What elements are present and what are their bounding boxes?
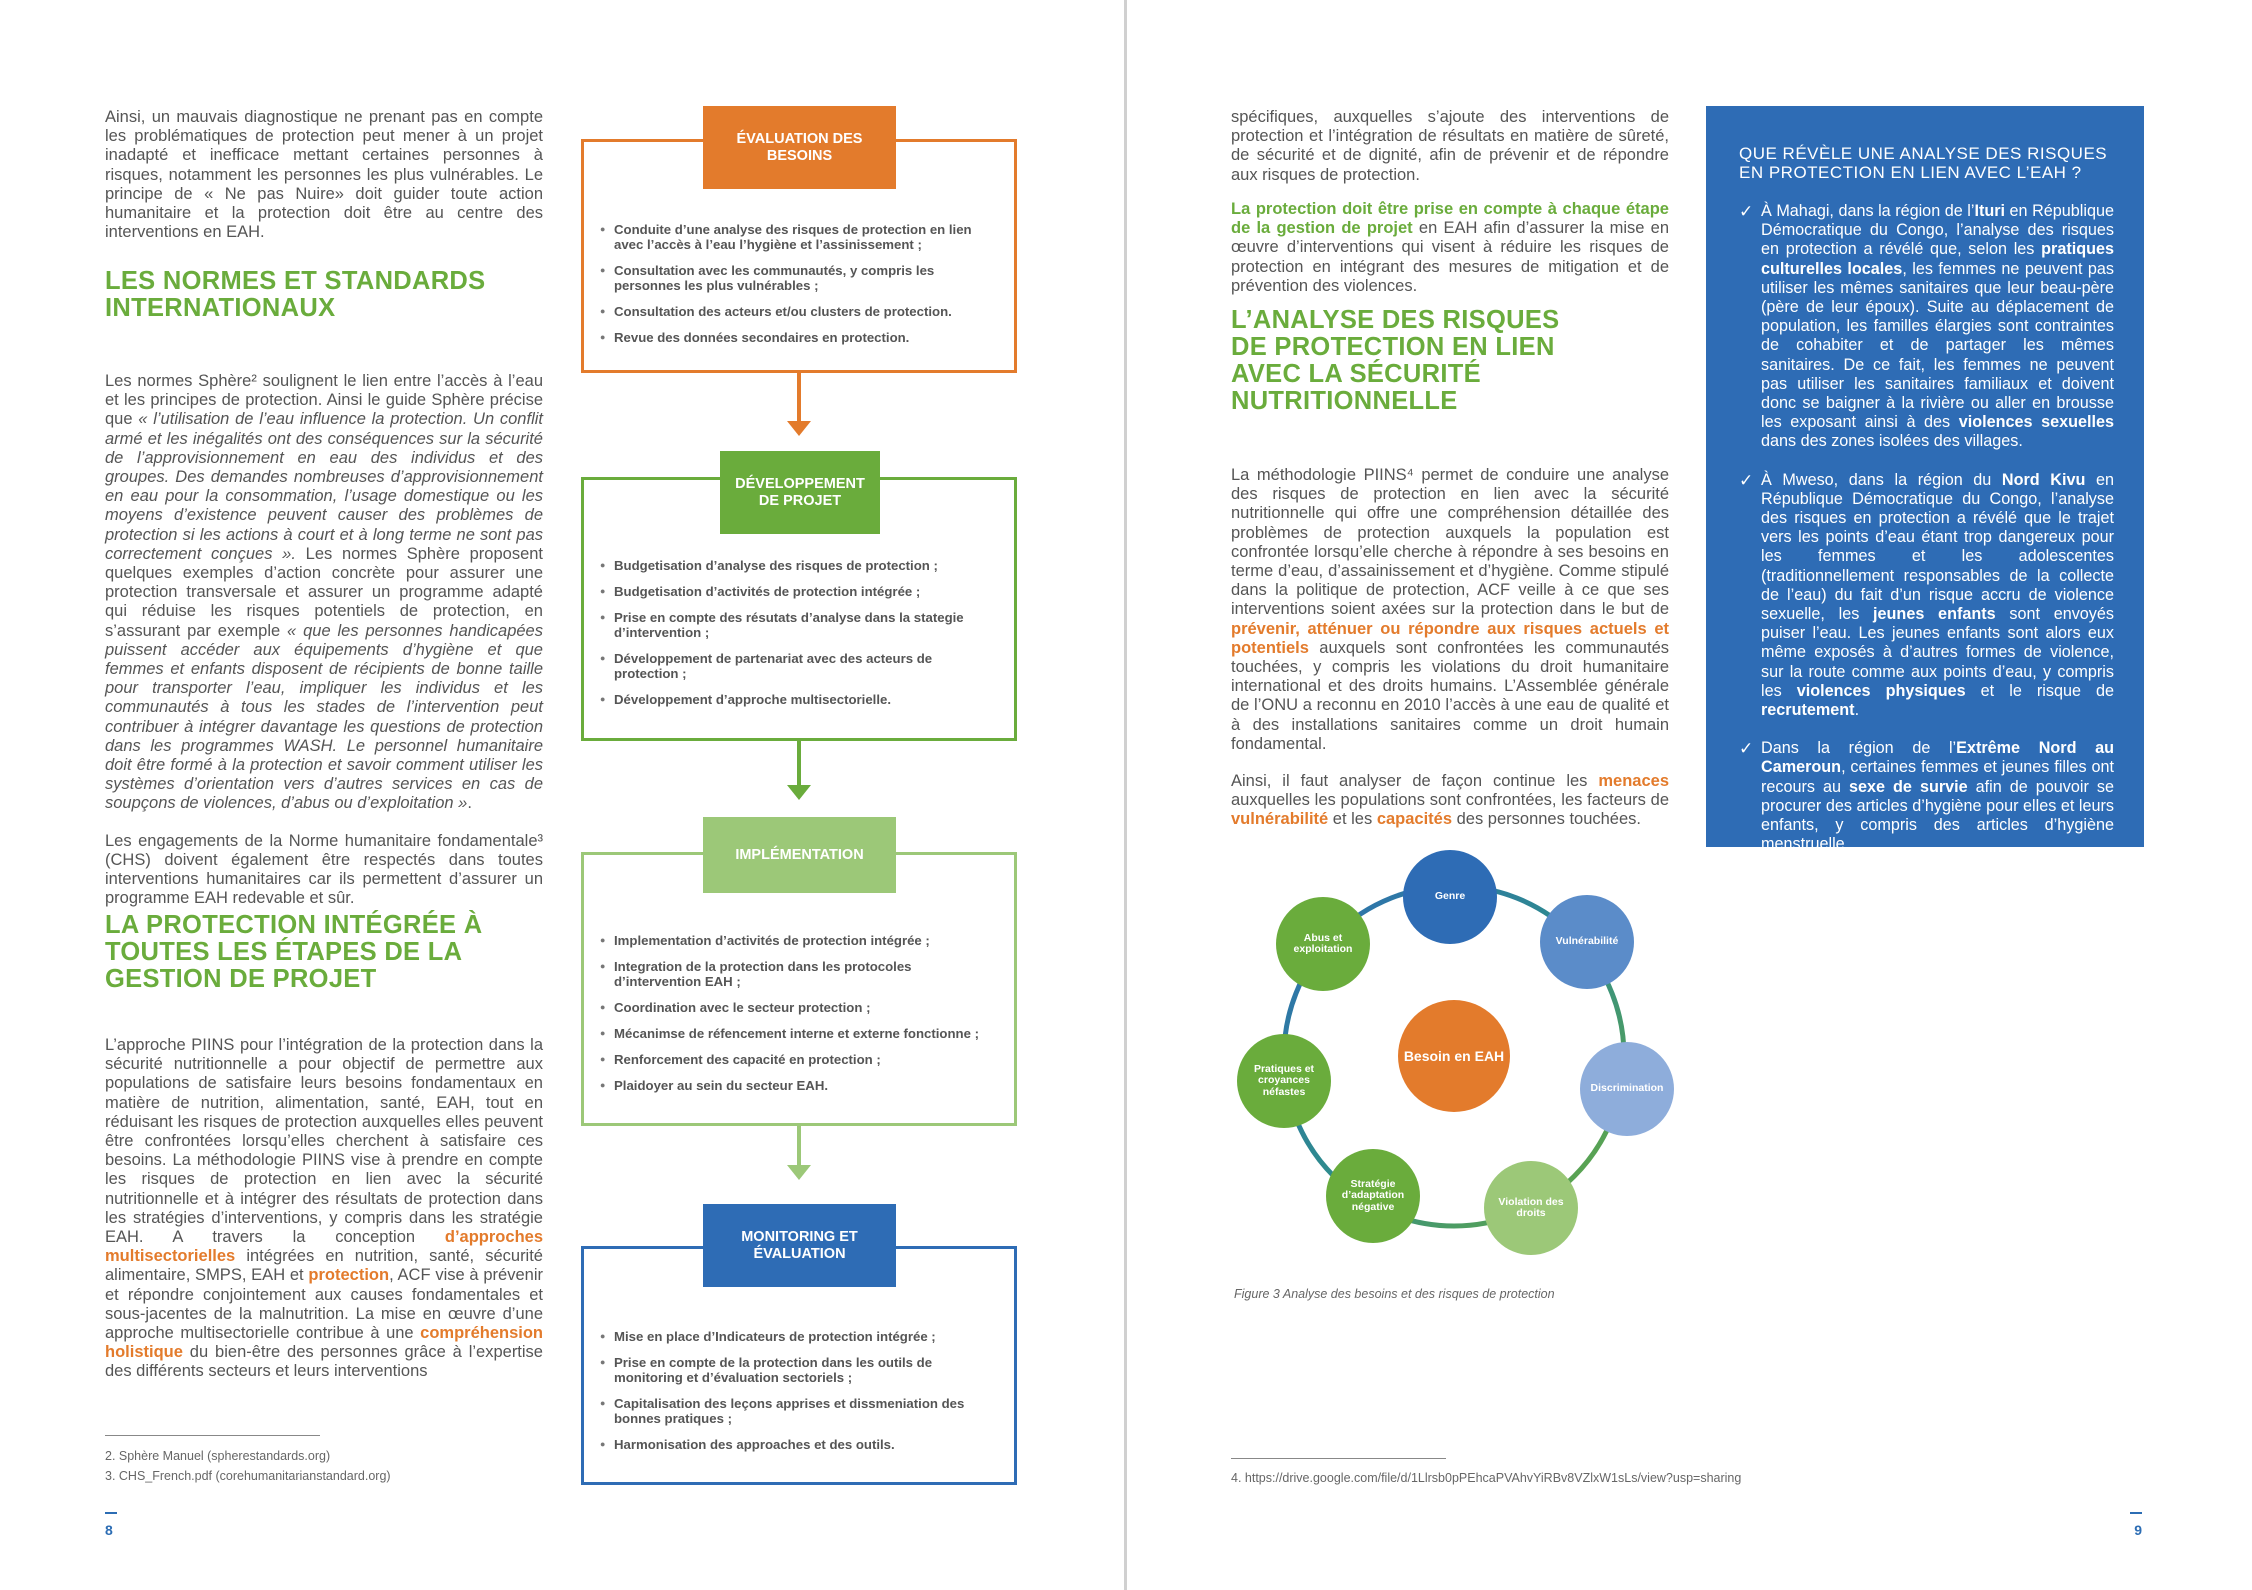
case-text: Dans la région de l’ [1761, 739, 1957, 758]
case-bold: Nord Kivu [2001, 470, 2086, 489]
stage-item: ● Consultation des acteurs et/ou clusters de protection. [600, 304, 990, 319]
chs-paragraph: Les engagements de la Norme humanitaire fondamentale³ (CHS) doivent également être respectés dans toutes interventions humanitaires car ils permettent d’assurer un programme EAH redevable et sûr. [105, 831, 543, 908]
stage-title-development: DÉVELOPPEMENT DE PROJET [720, 451, 880, 534]
arrow-shaft [797, 741, 801, 787]
case-bold: sexe de survie [1849, 777, 1968, 796]
case-text: sont envoyés puiser l’eau. Les jeunes enfants sont alors eux même exposés à d’autres formes de violence, sur la route comme aux points d’eau, y compris les [1761, 605, 2114, 700]
page-number-bar [105, 1512, 117, 1514]
stage-item: ● Capitalisation des leçons apprises et dissmeniation des bonnes pratiques ; [600, 1396, 990, 1426]
stage-title-implementation: IMPLÉMENTATION [703, 817, 896, 893]
stage-item: ● Prise en compte de la protection dans les outils de monitoring et d’évaluation sectoriels ; [600, 1355, 990, 1385]
analysis-highlight-vulnerability: vulnérabilité [1231, 810, 1329, 829]
case-text: et le risque de [1965, 681, 2115, 700]
case-bold: pratiques culturelles locales [1761, 240, 2114, 278]
stage-item: ● Implementation d’activités de protection intégrée ; [600, 933, 994, 948]
case-text: , certaines femmes et jeunes filles ont recours au [1761, 758, 2114, 796]
case-nord-kivu [1739, 471, 2114, 721]
page-number-right [2130, 1512, 2142, 1538]
arrow-shaft [797, 373, 801, 423]
sphere-quote-1: « l’utilisation de l’eau influence la protection. Un conflit armé et les inégalités ont des conséquences sur la sécurité de l’approvisionnement en eau des individus et des groupes. Des demandes nombreuses d’approvisionnement en eau pour la consommation, l’usage domestique ou les moyens d’existence peuvent causer des problèmes de protection si les actions à court et à long terme ne sont pas correctement conçues ». [105, 410, 543, 563]
diagram-node-violation: Violation des droits [1484, 1161, 1578, 1255]
case-text: afin de pouvoir se procurer des articles d’hygiène pour elles et leurs enfants, y compris des articles d’hygiène menstruelle. [1761, 777, 2114, 854]
stage-item: ● Développement d’approche multisectorielle. [600, 692, 990, 707]
case-text: , les femmes ne peuvent pas utiliser les mêmes sanitaires que leur beau-père (père de leur époux). Suite au déplacement de population, les familles élargies sont contraintes de cohabiter et de partager les mêmes sanitaires. De ce fait, les femmes ne peuvent pas utiliser les sanitaires familiaux et doivent donc se baigner à la rivière ou aller en brousse les exposant ainsi à des [1761, 259, 2114, 432]
diagram-node-abus: Abus et exploitation [1276, 897, 1370, 991]
sphere-quote-2: « que les personnes handicapées puissent accéder aux équipements d’hygiène et que femmes et enfants disposent de récipients de bonne taille pour transporter l’eau, impliquer les individus et les communautés à tous les stades de l’intervention peut contribuer à intégrer davantage les questions de protection dans les programmes WASH. Le personnel humanitaire doit être formé à la protection et savoir comment utiliser les systèmes d’orientation vers d’autres services en cas de soupçons de violences, d’abus ou d’exploitation » [105, 621, 543, 813]
heading-nutrition-analysis: L’ANALYSE DES RISQUES DE PROTECTION EN LIEN AVEC LA SÉCURITÉ NUTRITIONNELLE [1231, 306, 1560, 415]
stage-item: ● Integration de la protection dans les protocoles d’intervention EAH ; [600, 959, 994, 989]
stage-box-implementation [581, 852, 1017, 1126]
stage-item: ● Conduite d’une analyse des risques de protection en lien avec l’accès à l’eau l’hygiène et l’assinissement ; [600, 222, 990, 252]
case-cameroun [1739, 739, 2114, 854]
footnote-3: 3. CHS_French.pdf (corehumanitarianstandard.org) [105, 1469, 391, 1483]
page-number-text: 8 [105, 1522, 113, 1538]
stage-item: ● Développement de partenariat avec des acteurs de protection ; [600, 651, 990, 681]
heading-norms: LES NORMES ET STANDARDS INTERNATIONAUX [105, 267, 486, 322]
page-number-bar [2130, 1512, 2142, 1514]
analysis-text-d: des personnes touchées. [1452, 810, 1641, 829]
stage-item: ● Mise en place d’Indicateurs de protection intégrée ; [600, 1329, 990, 1344]
piins-paragraph [105, 1036, 543, 1382]
case-ituri [1739, 202, 2114, 452]
stage-item: ● Consultation avec les communautés, y compris les personnes les plus vulnérables ; [600, 263, 990, 293]
page-number-text: 9 [2134, 1522, 2142, 1538]
arrow-down-icon [787, 785, 811, 800]
piins-text-c: , ACF vise à prévenir et répondre conjointement aux causes fondamentales et sous-jacentes de la malnutrition. La mise en œuvre d’une approche multisectorielle contribue à une [105, 1266, 543, 1343]
piins-text-d: du bien-être des personnes grâce à l’expertise des différents secteurs et leurs interventions [105, 1343, 543, 1381]
stage-item: ● Coordination avec le secteur protection ; [600, 1000, 994, 1015]
arrow-down-icon [787, 421, 811, 436]
method-text-b: auxquels sont confrontées les communautés touchées, y compris les violations du droit humanitaire international et des droits humains. L’Assemblée générale de l’ONU a reconnu en 2010 l’accès à une eau de qualité et à des installations sanitaires comme un droit humain fondamental. [1231, 638, 1669, 753]
heading-integrated-protection: LA PROTECTION INTÉGRÉE À TOUTES LES ÉTAPES DE LA GESTION DE PROJET [105, 911, 483, 993]
stage-item: ● Renforcement des capacité en protection ; [600, 1052, 994, 1067]
sphere-section [105, 372, 543, 926]
diagram-node-strategie: Stratégie d’adaptation négative [1326, 1149, 1420, 1243]
emphasis-paragraph [1231, 200, 1669, 296]
piins-text-a: L’approche PIINS pour l’intégration de la protection dans la sécurité nutritionnelle a pour objectif de permettre aux populations de satisfaire leurs besoins fondamentaux en matière de nutrition, alimentation, santé, EAH, tout en réduisant les risques de protection auxquelles elles peuvent être confrontées lorsqu’elles cherchent à satisfaire ces besoins. La méthodologie PIINS vise à prendre en compte les risques de protection en lien avec la sécurité nutritionnelle et à intégrer des résultats de protection dans les stratégies d’interventions, y compris dans les stratégie EAH. A travers la conception [105, 1036, 543, 1247]
piins-highlight-protection: protection [308, 1266, 390, 1285]
analysis-text-c: et les [1328, 810, 1377, 829]
case-bold: recrutement [1761, 701, 1855, 720]
figure-caption: Figure 3 Analyse des besoins et des risques de protection [1234, 1287, 1555, 1301]
case-bold: Ituri [1974, 202, 2006, 220]
footnote-4: 4. https://drive.google.com/file/d/1Llrsb0pPEhcaPVAhvYiRBv8VZlxW1sLs/view?usp=sharing [1231, 1471, 1742, 1485]
arrow-down-icon [787, 1165, 811, 1180]
piins-text-b: intégrées en nutrition, santé, sécurité alimentaire, SMPS, EAH et [105, 1247, 543, 1285]
sphere-text-a: Les normes Sphère² soulignent le lien entre l’accès à l’eau et les principes de protection. Ainsi le guide Sphère précise que [105, 372, 543, 429]
case-text: en République Démocratique du Congo, l’analyse des risques en protection a révélé que le trajet vers les points d’eau étant trop dangereux pour les femmes et les adolescentes (traditionnellement responsables de la collecte de l’eau) du fait d’un risque accru de violence sexuelle, les [1761, 470, 2114, 624]
diagram-center-node: Besoin en EAH [1398, 1000, 1510, 1112]
case-bold: violences physiques [1796, 681, 1966, 700]
stage-item: ● Prise en compte des résutats d’analyse dans la stategie d’intervention ; [600, 610, 990, 640]
case-text: À Mahagi, dans la région de l’ [1761, 202, 1975, 220]
diagram-node-discrimination: Discrimination [1580, 1042, 1674, 1136]
stage-item: ● Mécanimse de réfencement interne et externe fonctionne ; [600, 1026, 994, 1041]
sphere-text-b: Les normes Sphère proposent quelques exemples d’action concrète pour assurer une protection transversale et assurer un programme adapté qui réduise les risques potentiels de protection, en s’assurant par exemple [105, 544, 544, 640]
stage-item: ● Revue des données secondaires en protection. [600, 330, 990, 345]
case-bold: Extrême Nord au Cameroun [1761, 739, 2115, 777]
stage-item: ● Plaidoyer au sein du secteur EAH. [600, 1078, 994, 1093]
stage-title-monitoring: MONITORING ET ÉVALUATION [703, 1204, 896, 1287]
intro-paragraph: Ainsi, un mauvais diagnostique ne prenant pas en compte les problématiques de protection peut mener à un projet inadapté et inefficace mettant certaines personnes à risques, notamment les personnes les plus vulnérables. Le principe de « Ne pas Nuire» doit guider toute action humanitaire et la protection doit être au centre des interventions en EAH. [105, 108, 543, 242]
case-text: dans des zones isolées des villages. [1761, 432, 2023, 451]
stage-title-evaluation: ÉVALUATION DES BESOINS [703, 106, 896, 189]
footnote-rule [1231, 1458, 1446, 1459]
arrow-shaft [797, 1126, 801, 1167]
emphasis-text: en EAH afin d’assurer la mise en œuvre d’interventions qui visent à réduire les risques de protection en intégrant des mesures de mitigation et de prévention des violences. [1231, 219, 1669, 295]
method-highlight: prévenir, atténuer ou répondre aux risques actuels et potentiels [1231, 619, 1669, 657]
stage-item: ● Harmonisation des approaches et des outils. [600, 1437, 990, 1452]
footnotes-left [105, 1446, 565, 1486]
diagram-node-pratiques: Pratiques et croyances néfastes [1237, 1034, 1331, 1128]
case-text: en République Démocratique du Congo, l’analyse des risques en protection a révélé que, selon les [1761, 202, 2114, 259]
page-number-left [105, 1512, 117, 1538]
diagram-node-vulnerabilite: Vulnérabilité [1540, 895, 1634, 989]
case-text: . [1854, 701, 1860, 720]
sidebar-title: QUE RÉVÈLE UNE ANALYSE DES RISQUES EN PROTECTION EN LIEN AVEC L’EAH ? [1739, 144, 2108, 182]
emphasis-highlight: La protection doit être prise en compte à chaque étape de la gestion de projet [1231, 200, 1669, 238]
piins-highlight-multisector: d’approches multisectorielles [105, 1228, 543, 1266]
page-spine [1124, 0, 1127, 1590]
analysis-text-a: Ainsi, il faut analyser de façon continue les [1231, 772, 1599, 791]
left-page [0, 0, 1124, 1590]
methodology-paragraph [1231, 466, 1669, 848]
stage-item: ● Budgetisation d’analyse des risques de protection ; [600, 558, 990, 573]
stage-item: ● Budgetisation d’activités de protection intégrée ; [600, 584, 990, 599]
analysis-highlight-capacities: capacités [1376, 810, 1453, 829]
case-text: À Mweso, dans la région du [1761, 470, 2002, 489]
piins-highlight-holistic: compréhension holistique [105, 1324, 543, 1362]
diagram-node-genre: Genre [1403, 850, 1497, 944]
analysis-text-b: auxquelles les populations sont confrontées, les facteurs de [1231, 791, 1669, 810]
sphere-text-end: . [467, 794, 472, 813]
method-text-a: La méthodologie PIINS⁴ permet de conduire une analyse des risques de protection en lien avec la sécurité nutritionnelle qui offre une compréhension détaillée des problèmes de protection auxquels la population est confrontée lorsqu’elle cherche à répondre à ses besoins en terme d’eau, d’assainissement et d’hygiène. Comme stipulé dans la politique de protection, ACF veille à ce que ses interventions soient axées sur la protection dans le but de [1231, 466, 1669, 619]
analysis-paragraph [1231, 772, 1669, 830]
case-bold: jeunes enfants [1873, 605, 1996, 624]
footnote-rule [105, 1435, 320, 1436]
case-bold: violences sexuelles [1958, 413, 2114, 432]
continuation-paragraph: spécifiques, auxquelles s’ajoute des interventions de protection et l’intégration de résultats en matière de sûreté, de sécurité et de dignité, afin de prévenir et de répondre aux risques de protection. [1231, 108, 1669, 184]
risk-factors-diagram [1230, 850, 1690, 1270]
case-studies-sidebar [1706, 106, 2144, 854]
footnote-2: 2. Sphère Manuel (spherestandards.org) [105, 1449, 331, 1463]
analysis-highlight-threats: menaces [1598, 772, 1669, 791]
